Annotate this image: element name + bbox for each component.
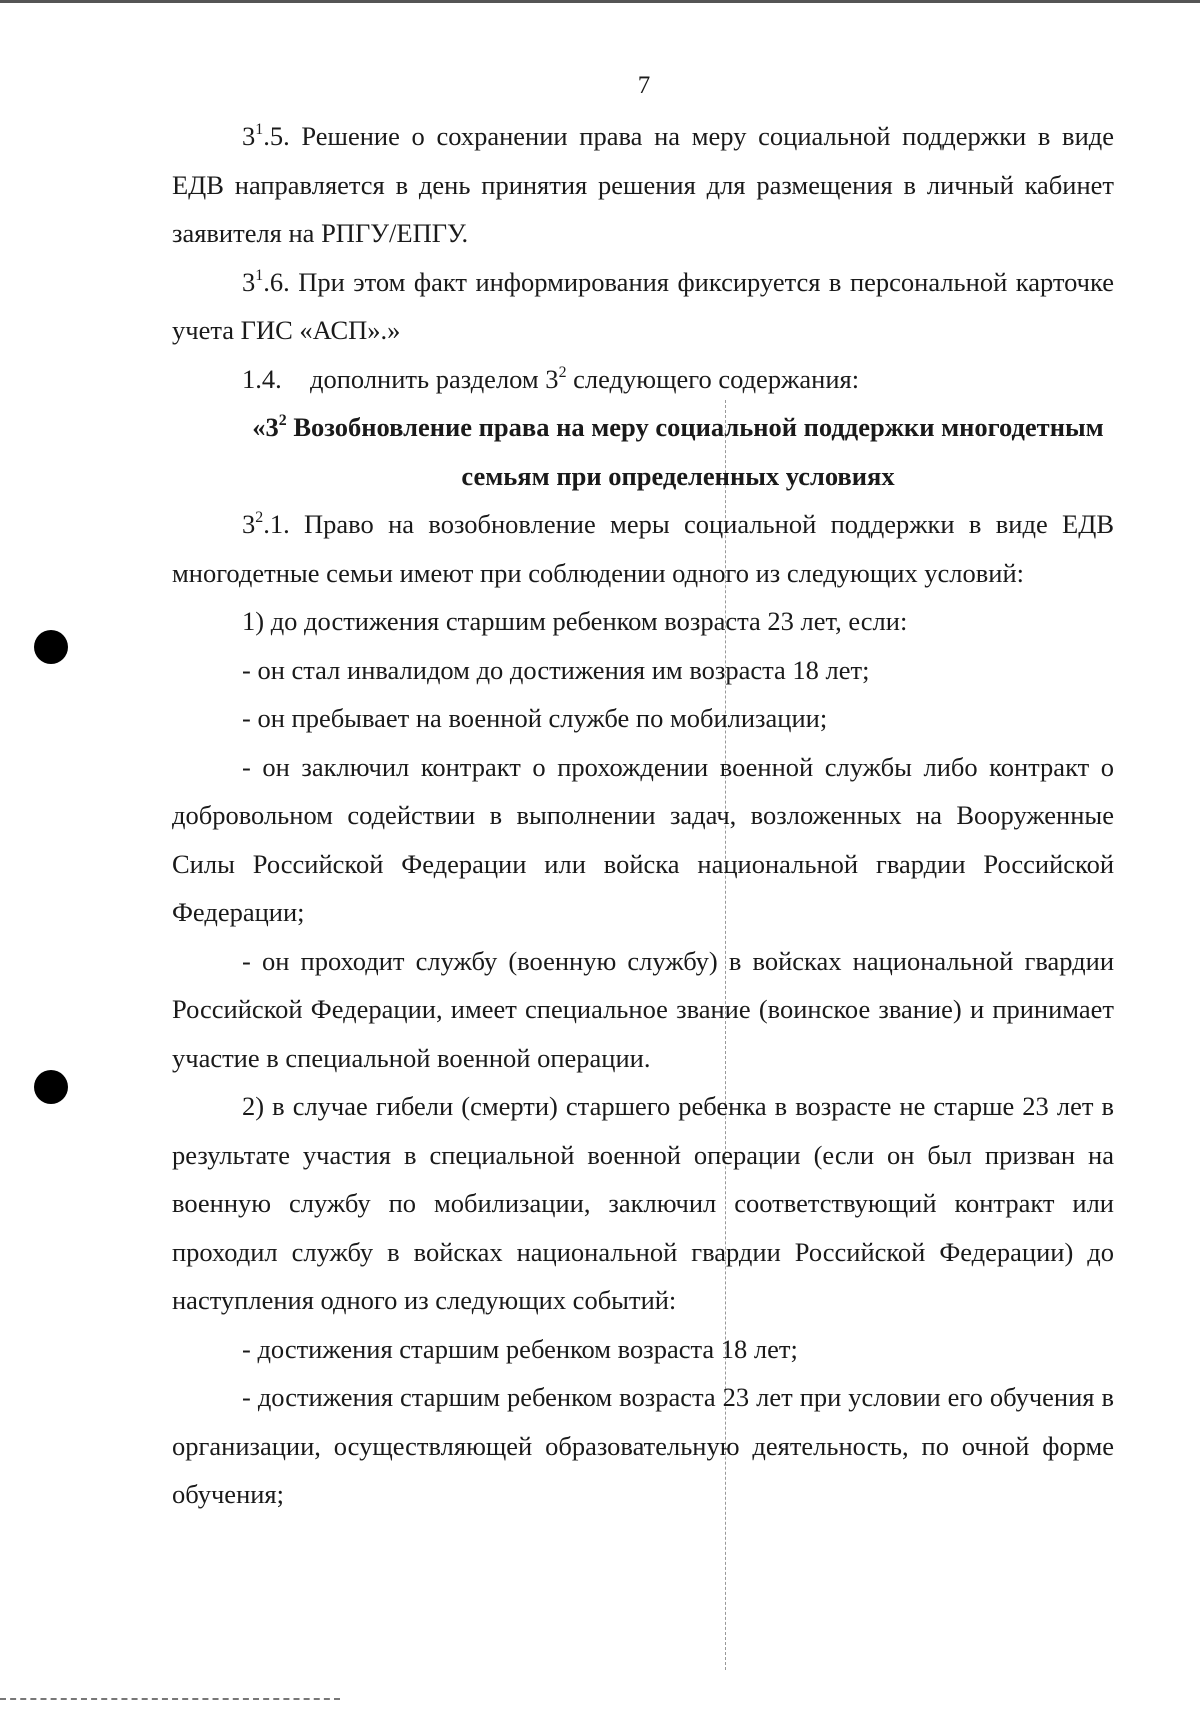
paragraph-3-1-6: $3^1.6$. При этом факт информирования фиксируется в персональной карточке учета ГИС «АСП».» <box>172 266 1114 345</box>
condition-1-item-mobilization: - он пребывает на военной службе по мобилизации; <box>242 703 828 733</box>
punch-hole-top <box>34 630 68 664</box>
top-edge-line <box>0 0 1200 3</box>
section-heading: «$3^2$ Возобновление права на меру социальной поддержки многодетным семьям при определенных условиях <box>252 411 1104 491</box>
condition-2-item-age-18: - достижения старшим ребенком возраста 18 лет; <box>242 1333 798 1364</box>
condition-2: 2) в случае гибели (смерти) старшего ребенка в возрасте не старше 23 лет в результате участия в специальной военной операции (если он был призван на военную службу по мобилизации, заключил соответствующий контракт или проходил службу в войсках национальной гвардии Российской Федерации) до наступления одного из следующих событий: <box>172 1091 1114 1315</box>
condition-1-item-national-guard: - он проходит службу (военную службу) в войсках национальной гвардии Российской Федерации, имеет специальное звание (воинское звание) и принимает участие в специальной военной операции. <box>172 945 1114 1073</box>
bottom-edge-line <box>0 1698 340 1702</box>
page-number: 7 <box>637 72 651 99</box>
paragraph-1-4: 1.4. дополнить разделом $3^2$ следующего содержания: <box>242 363 860 394</box>
condition-1-item-contract: - он заключил контракт о прохождении военной службы либо контракт о добровольном содействии в выполнении задач, возложенных на Вооруженные Силы Российской Федерации или войска национальной гвардии Российской Федерации; <box>172 751 1114 927</box>
paragraph-3-1-5: $3^1.5$. Решение о сохранении права на меру социальной поддержки в виде ЕДВ направляется в день принятия решения для размещения в личный кабинет заявителя на РПГУ/ЕПГУ. <box>172 120 1114 248</box>
condition-1-item-disability: - он стал инвалидом до достижения им возраста 18 лет; <box>242 654 870 685</box>
document-body <box>172 112 1114 1519</box>
punch-hole-bottom <box>34 1070 68 1104</box>
condition-1: 1) до достижения старшим ребенком возраста 23 лет, если: <box>242 606 908 636</box>
condition-2-item-age-23: - достижения старшим ребенком возраста 23 лет при условии его обучения в организации, осуществляющей образовательную деятельность, по очной форме обучения; <box>172 1382 1114 1509</box>
paragraph-3-2-1: $3^2.1$. Право на возобновление меры социальной поддержки в виде ЕДВ многодетные семьи имеют при соблюдении одного из следующих условий: <box>172 508 1114 588</box>
